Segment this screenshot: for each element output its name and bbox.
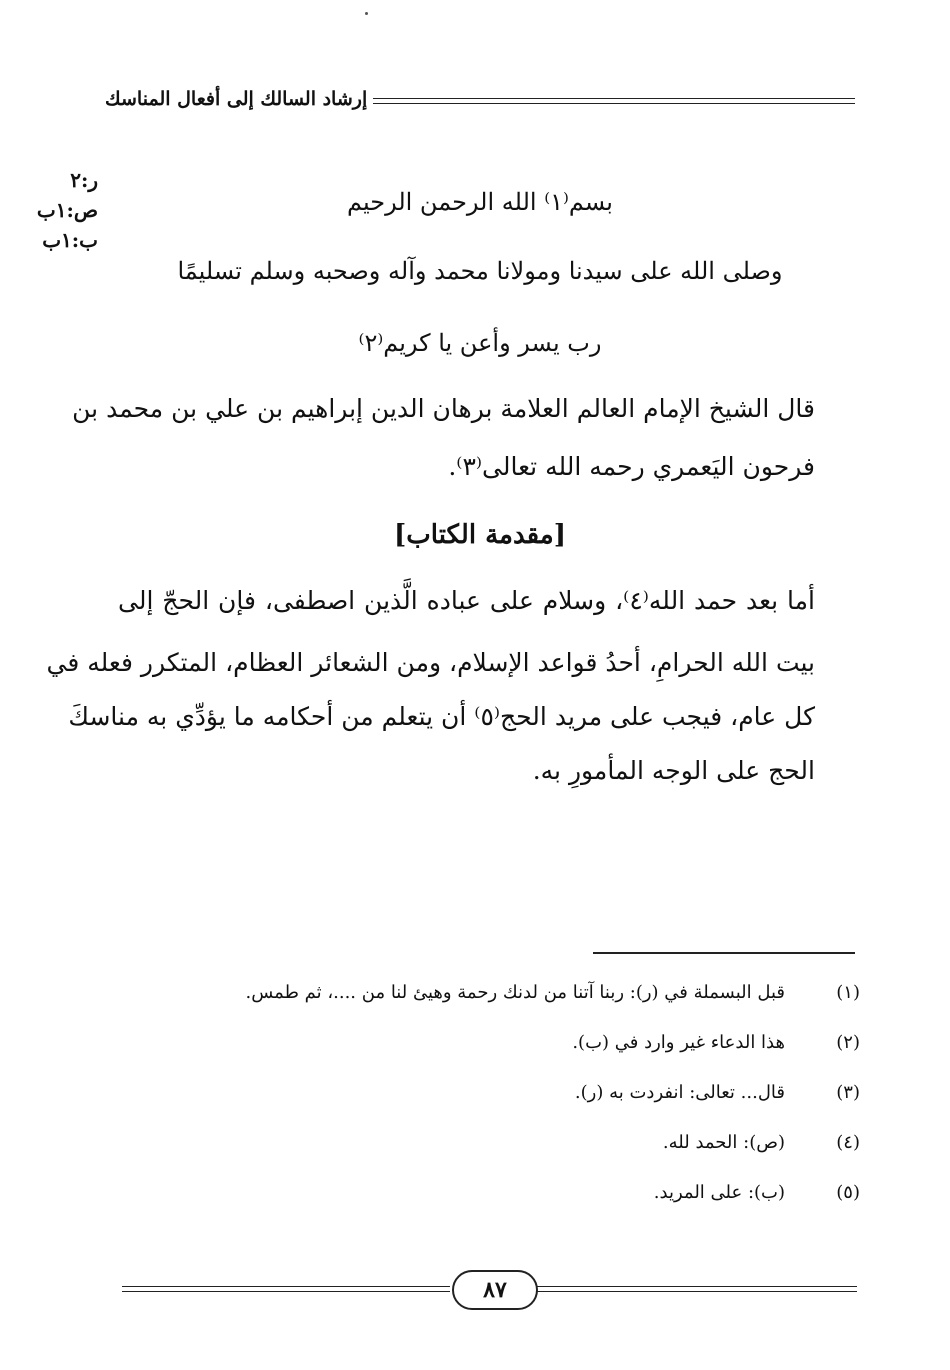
section-line-4: الحج على الوجه المأمورِ به. <box>532 756 815 785</box>
footnote-number: (٢) <box>836 1032 860 1053</box>
intro-line-2: فرحون اليَعمري رحمه الله تعالى⁽٣⁾. <box>448 452 815 481</box>
footnote-number: (٤) <box>836 1132 860 1153</box>
footnote-text: (ص): الحمد لله. <box>662 1132 785 1153</box>
footnote-text: (ب): على المريد. <box>653 1182 785 1203</box>
footnote-text: قال... تعالى: انفردت به (ر). <box>574 1082 785 1103</box>
margin-mark-r: ر:٢ <box>70 168 98 192</box>
margin-mark-s: ص:١ب <box>36 198 98 222</box>
page-footer <box>122 1270 857 1316</box>
footnote-2 <box>572 1032 860 1066</box>
running-header-title: إرشاد السالك إلى أفعال المناسك <box>105 88 368 110</box>
footnote-number: (٣) <box>836 1082 860 1103</box>
running-header <box>105 88 855 118</box>
footnote-text: هذا الدعاء غير وارد في (ب). <box>572 1032 785 1053</box>
footnote-5 <box>654 1182 860 1216</box>
footnote-1 <box>246 982 861 1016</box>
basmala-line: بسم⁽١⁾ الله الرحمن الرحيم <box>347 188 613 216</box>
footnote-number: (١) <box>836 982 860 1003</box>
section-line-1: أما بعد حمد الله⁽٤⁾، وسلام على عباده الَّذين اصطفى، فإن الحجّ إلى <box>118 586 815 615</box>
footer-rule-left <box>122 1286 450 1292</box>
footnote-3 <box>575 1082 860 1116</box>
dua-line: رب يسر وأعن يا كريم⁽٢⁾ <box>358 329 602 357</box>
section-line-3: كل عام، فيجب على مريد الحج⁽٥⁾ أن يتعلم من أحكامه ما يؤدِّي به مناسكَ <box>68 702 815 731</box>
scan-speck <box>365 12 368 15</box>
footnote-4 <box>663 1132 860 1166</box>
footnote-text: قبل البسملة في (ر): ربنا آتنا من لدنك رحمة وهيئ لنا من ....، ثم طمس. <box>245 982 785 1003</box>
footnote-separator <box>593 952 855 954</box>
footnote-number: (٥) <box>836 1182 860 1203</box>
salawat-line: وصلى الله على سيدنا ومولانا محمد وآله وصحبه وسلم تسليمًا <box>177 257 783 285</box>
section-heading: [مقدمة الكتاب] <box>394 520 566 550</box>
manuscript-margin-marks <box>8 165 98 255</box>
footer-rule-right <box>535 1286 857 1292</box>
intro-line-1: قال الشيخ الإمام العالم العلامة برهان الدين إبراهيم بن علي بن محمد بن <box>72 394 815 423</box>
page-number: ٨٧ <box>452 1270 538 1310</box>
running-header-rule <box>373 98 855 104</box>
section-line-2: بيت الله الحرامِ، أحدُ قواعد الإسلام، ومن الشعائر العظام، المتكرر فعله في <box>46 648 815 677</box>
margin-mark-b: ب:١ب <box>42 228 98 252</box>
